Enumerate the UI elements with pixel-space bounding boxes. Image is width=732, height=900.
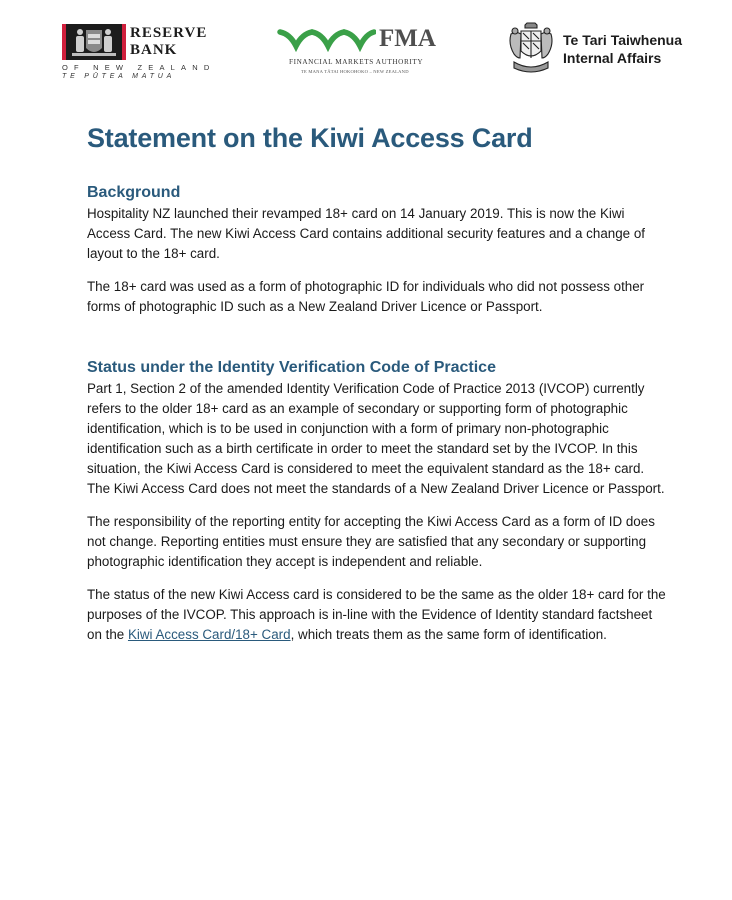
paragraph: Hospitality NZ launched their revamped 18+ card on 14 January 2019. This is now the Kiwi Access Card. The new Kiwi Access Card contains additional security features and a change of layout to the 18+ card. — [87, 206, 645, 261]
paragraph-text-before-link: The status of the new Kiwi Access card is considered to be the same as the older 18+ card for the purposes of the IVCOP. This approach is in-line with the Evidence of Identity standard factsheet on the — [87, 587, 666, 642]
internal-affairs-logo — [506, 22, 696, 78]
document-body — [87, 118, 667, 645]
paragraph-with-link — [87, 585, 667, 645]
section-heading-status: Status under the Identity Verification Code of Practice — [87, 359, 496, 376]
paragraph: Part 1, Section 2 of the amended Identity Verification Code of Practice 2013 (IVCOP) currently refers to the older 18+ card as an example of secondary or supporting form of photographic identification, which is to be used in conjunction with a form of primary non-photographic identification such as a birth certificate in order to meet the standard set by the IVCOP. In this situation, the Kiwi Access Card is considered to meet the equivalent standard as the 18+ card. The Kiwi Access Card does not meet the standards of a New Zealand Driver Licence or Passport. — [87, 381, 665, 496]
paragraph: The 18+ card was used as a form of photographic ID for individuals who did not possess other forms of photographic ID such as a New Zealand Driver Licence or Passport. — [87, 279, 645, 314]
internal-affairs-name: Internal Affairs — [563, 50, 662, 66]
reserve-bank-maori-subtitle: TE PŪTEA MATUA — [62, 73, 176, 80]
fma-subtitle: FINANCIAL MARKETS AUTHORITY — [289, 58, 424, 66]
reserve-bank-crest-icon — [62, 24, 126, 60]
internal-affairs-maori-name: Te Tari Taiwhenua — [563, 32, 683, 48]
reserve-bank-logo — [62, 24, 222, 84]
reserve-bank-subtitle: OF NEW ZEALAND — [62, 63, 216, 72]
paragraph: The responsibility of the reporting entity for accepting the Kiwi Access Card as a form of ID does not change. Reporting entities must ensure they are satisfied that any secondary or supporting photographic identification they accept is independent and reliable. — [87, 514, 655, 569]
kiwi-access-card-link[interactable]: Kiwi Access Card/18+ Card — [127, 627, 291, 642]
fma-maori-subtitle: TE MANA TĀTAI HOKOHOKO – NEW ZEALAND — [301, 69, 409, 74]
fma-wave-icon — [276, 26, 376, 52]
paragraph-text-after-link: , which treats them as the same form of identification. — [290, 627, 607, 642]
document-title: Statement on the Kiwi Access Card — [87, 123, 533, 153]
fma-logo — [276, 25, 456, 85]
logo-header — [0, 0, 732, 90]
reserve-bank-name-line1: RESERVE — [130, 25, 208, 41]
section-heading-background: Background — [87, 184, 181, 201]
fma-wordmark: FMA — [379, 25, 436, 52]
coat-of-arms-icon — [506, 22, 556, 74]
reserve-bank-name-line2: BANK — [130, 42, 178, 58]
